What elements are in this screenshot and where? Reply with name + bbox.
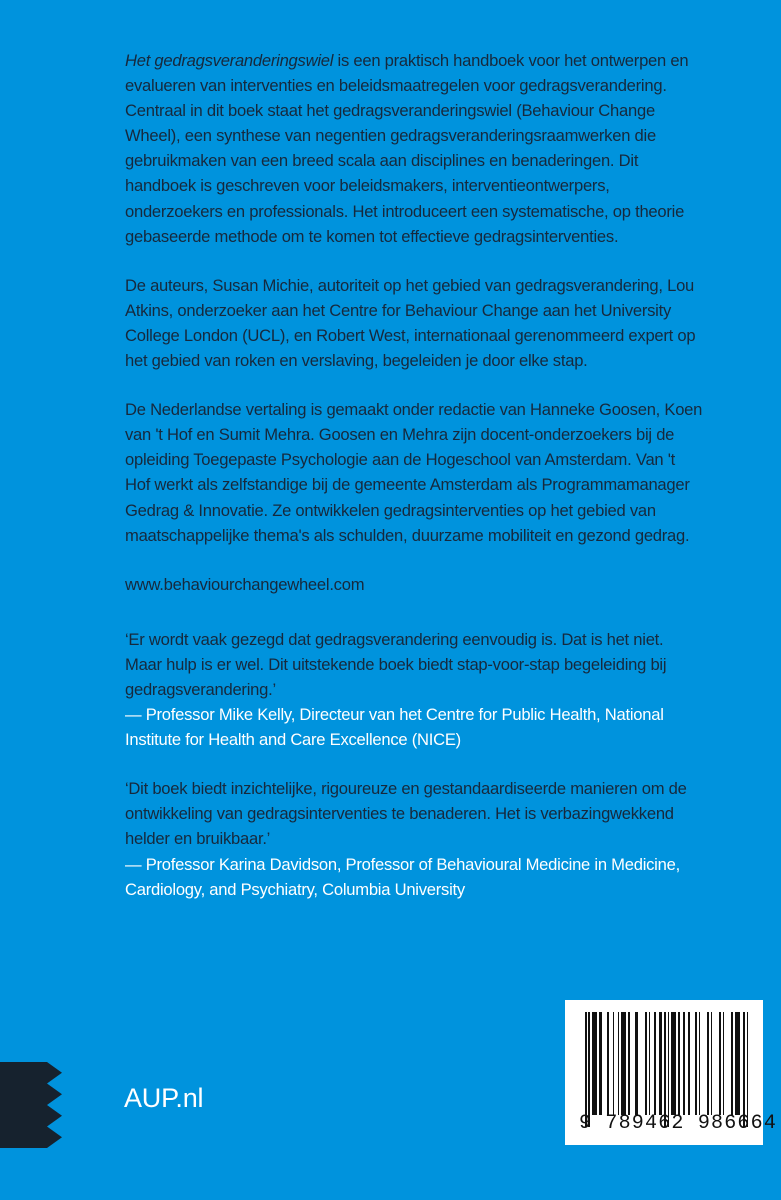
zigzag-flag-icon — [0, 1062, 62, 1148]
blurb-paragraph-2: De auteurs, Susan Michie, autoriteit op het gebied van gedragsverandering, Lou Atkins, onderzoeker aan het Centre for Behaviour Change aan het University College London (UCL), en Robert West, internationaal gerenommeerd expert op het gebied van roken en verslaving, begeleiden je door elke stap. — [125, 275, 696, 371]
endorsement-1-attribution: — Professor Mike Kelly, Directeur van het Centre for Public Health, National Institute for Health and Care Excellence (NICE) — [125, 705, 664, 750]
endorsement-1-quote: ‘Er wordt vaak gezegd dat gedragsverandering eenvoudig is. Dat is het niet. Maar hulp is er wel. Dit uitstekende boek biedt stap-voor-stap begeleiding bij gedragsverandering.’ — [125, 629, 667, 699]
endorsement-2-attribution: — Professor Karina Davidson, Professor of Behavioural Medicine in Medicine, Cardiology, and Psychiatry, Columbia University — [125, 854, 680, 899]
barcode-bars — [585, 1012, 749, 1115]
blurb-column — [125, 48, 703, 926]
blurb-paragraph-1 — [125, 48, 703, 249]
website-link[interactable]: www.behaviourchangewheel.com — [125, 574, 365, 594]
endorsement-2 — [125, 776, 703, 901]
barcode-digits: 9 789462 986664 — [579, 1112, 778, 1135]
endorsement-1 — [125, 627, 703, 752]
barcode — [565, 1000, 778, 1145]
endorsement-2-quote: ‘Dit boek biedt inzichtelijke, rigoureuze en gestandaardiseerde manieren om de ontwikkeling van gedragsinterventies te benaderen. Het is verbazingwekkend helder en bruikbaar.’ — [125, 779, 687, 849]
book-title-italic: Het gedragsveranderingswiel — [125, 51, 334, 70]
blurb-paragraph-3: De Nederlandse vertaling is gemaakt onder redactie van Hanneke Goosen, Koen van 't Hof en Sumit Mehra. Goosen en Mehra zijn docent-onderzoekers bij de opleiding Toegepaste Psychologie aan de Hogeschool van Amsterdam. Van 't Hof werkt als zelfstandige bij de gemeente Amsterdam als Programmamanager Gedrag & Innovatie. Ze ontwikkelen gedragsinterventies op het gebied van maatschappelijke thema's als schulden, duurzame mobiliteit en gezond gedrag. — [125, 400, 703, 545]
blurb-paragraph-1-rest: is een praktisch handboek voor het ontwerpen en evalueren van interventies en beleidsmaatregelen voor gedragsverandering. Centraal in dit boek staat het gedragsveranderingswiel (Behaviour Change Wheel), een synthese van negentien gedragsveranderingsraamwerken die gebruikmaken van een breed scala aan disciplines en benaderingen. Dit handboek is geschreven voor beleidsmakers, interventieontwerpers, onderzoekers en professionals. Het introduceert een systematische, op theorie gebaseerde methode om te komen tot effectieve gedragsinterventies. — [125, 51, 689, 246]
publisher-wordmark[interactable]: AUP.nl — [124, 1083, 204, 1113]
